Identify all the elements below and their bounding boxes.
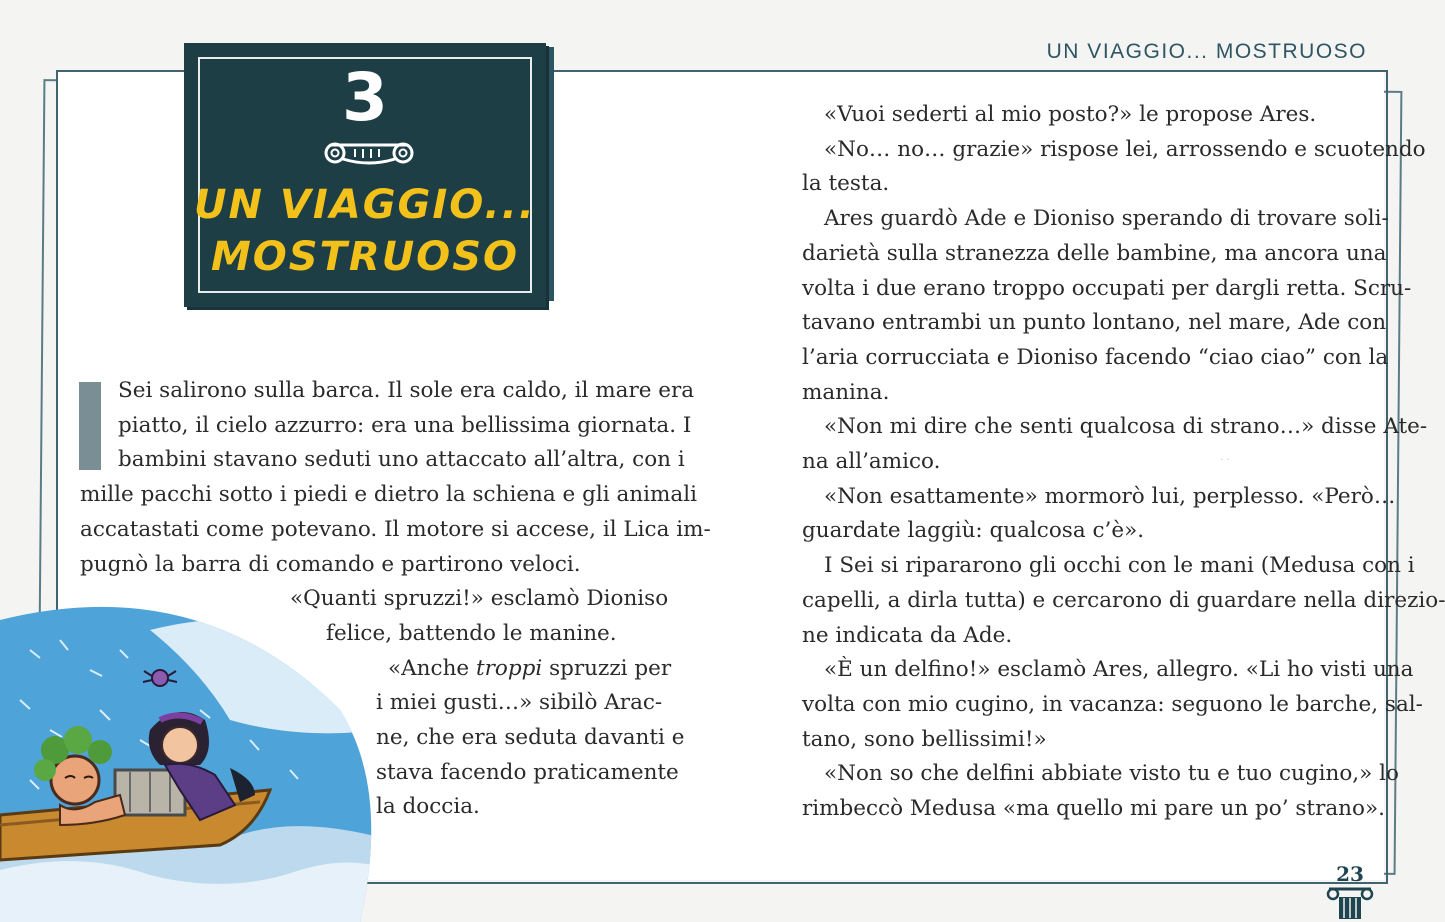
text-line: volta con mio cugino, in vacanza: seguono le barche, sal- — [802, 691, 1423, 717]
text-line: la testa. — [802, 171, 890, 197]
text-line: «È un delfino!» esclamò Ares, allegro. «Li ho visti una — [824, 657, 1414, 683]
chapter-board — [184, 43, 546, 307]
text-line: tano, sono bellissimi!» — [802, 726, 1047, 752]
text-line: stava facendo praticamente — [376, 759, 679, 785]
text-line: «Non esattamente» mormorò lui, perplesso. «Però… — [824, 483, 1396, 509]
text-line: «No… no… grazie» rispose lei, arrossendo e scuotendo — [824, 136, 1426, 162]
text-line: guardate laggiù: qualcosa c’è». — [802, 518, 1145, 544]
chapter-title — [188, 179, 542, 283]
chapter-number: 3 — [342, 59, 388, 136]
text-line: pugnò la barra di comando e partirono veloci. — [80, 551, 581, 577]
text-line: «Non mi dire che senti qualcosa di strano…» disse Ate- — [824, 414, 1428, 440]
chapter-title-line1: UN VIAGGIO... — [194, 182, 536, 228]
text-line: ne indicata da Ade. — [802, 622, 1013, 648]
text-line: «Quanti spruzzi!» esclamò Dioniso — [290, 586, 669, 612]
text-line: darietà sulla stranezza delle bambine, ma ancora una — [802, 240, 1387, 266]
text-line: «Non so che delfini abbiate visto tu e tuo cugino,» lo — [824, 761, 1399, 787]
text-line: l’aria corrucciata e Dioniso facendo “ciao ciao” con la — [802, 344, 1389, 370]
text-line: accatastati come potevano. Il motore si accese, il Lica im- — [80, 516, 711, 542]
boat-illustration — [0, 590, 390, 922]
paper-speck: · · — [1220, 455, 1230, 466]
text-line: piatto, il cielo azzurro: era una bellissima giornata. I — [118, 412, 692, 438]
text-line: volta i due erano troppo occupati per dargli retta. Scru- — [802, 275, 1412, 301]
text-line: Sei salirono sulla barca. Il sole era caldo, il mare era — [118, 378, 695, 403]
text-line: mille pacchi sotto i piedi e dietro la schiena e gli animali — [80, 482, 697, 508]
italic-word: troppi — [475, 655, 543, 681]
text-line: felice, battendo le manine. — [326, 620, 617, 646]
right-column — [802, 98, 1445, 827]
text-line: na all’amico. — [802, 449, 941, 475]
text-line: ne, che era seduta davanti e — [376, 725, 685, 751]
text-line: I Sei si ripararono gli occhi con le mani (Medusa con i — [824, 553, 1415, 579]
text-line: manina. — [802, 379, 890, 405]
text-span: «Anche — [388, 655, 470, 681]
running-head: UN VIAGGIO... MOSTRUOSO — [1046, 40, 1367, 63]
text-line: bambini stavano seduti uno attaccato all’altra, con i — [118, 447, 685, 473]
text-line: capelli, a dirla tutta) e cercarono di guardare nella direzio- — [802, 587, 1445, 613]
text-line: la doccia. — [376, 794, 480, 820]
text-line: rimbeccò Medusa «ma quello mi pare un po’ strano». — [802, 796, 1385, 822]
text-span: spruzzi per — [549, 655, 672, 681]
text-line: i miei gusti…» sibilò Arac- — [376, 690, 663, 716]
text-line: «Vuoi sederti al mio posto?» le propose Ares. — [824, 102, 1317, 127]
text-line: tavano entrambi un punto lontano, nel mare, Ade con — [802, 310, 1387, 336]
chapter-title-line2: MOSTRUOSO — [211, 234, 519, 280]
text-line: Ares guardò Ade e Dioniso sperando di trovare soli- — [824, 206, 1389, 232]
column-icon — [1325, 885, 1375, 922]
ionic-capital-icon — [321, 135, 417, 169]
page-number: 23 — [1336, 862, 1364, 886]
